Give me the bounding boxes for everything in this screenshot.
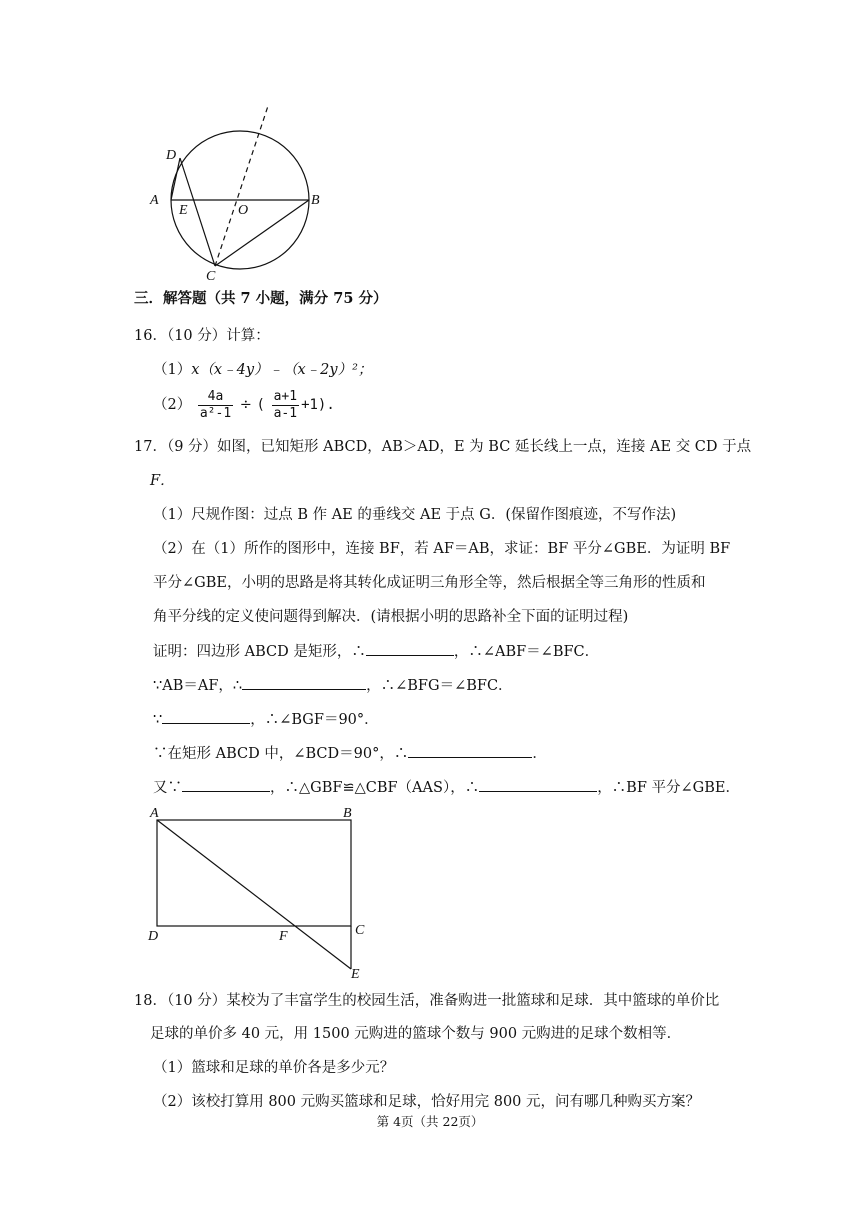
label-o: O (238, 203, 249, 218)
q18-part1: （1）篮球和足球的单价各是多少元？ (153, 1060, 395, 1076)
proof5-blank-1[interactable] (182, 777, 270, 792)
proof3-lead: ∵ (153, 712, 163, 728)
q17-part2-line2: 平分∠GBE，小明的思路是将其转化成证明三角形全等，然后根据全等三角形的性质和 (153, 575, 706, 591)
q18-part2: （2）该校打算用 800 元购买篮球和足球，恰好用完 800 元，问有哪几种购买方案？ (153, 1094, 701, 1110)
q16-part1-prefix: （1） (153, 362, 192, 378)
proof2-tail: ，∴∠BFG＝∠BFC． (366, 678, 513, 694)
label-f2: F (279, 929, 288, 944)
segment-ae (157, 820, 351, 969)
q16-part1-expr: x（x﹣4y）﹣（x﹣2y）²； (191, 362, 373, 378)
q17-proof-line2 (153, 675, 513, 696)
proof2-blank[interactable] (242, 675, 366, 690)
q16-part2 (153, 385, 335, 425)
rectangle-abcd (157, 820, 351, 926)
proof3-blank[interactable] (162, 709, 250, 724)
q16-part2-denominator: a²-1 (199, 405, 232, 421)
label-b2: B (343, 806, 352, 821)
q18-line1: 18．（10 分）某校为了丰富学生的校园生活，准备购进一批篮球和足球．其中篮球的单价比 (134, 993, 720, 1009)
proof1-lead: 证明：四边形 ABCD 是矩形，∴ (153, 644, 366, 660)
label-e2: E (351, 967, 360, 982)
circle-figure (140, 100, 340, 285)
label-a: A (150, 193, 159, 208)
q16-part2-divide: ÷ (239, 397, 252, 413)
q16-stem: 16．（10 分）计算： (134, 328, 270, 344)
page-footer: 第 4页（共 22页） (376, 1114, 484, 1129)
proof4-tail: ． (532, 746, 547, 762)
label-c2: C (355, 923, 365, 938)
q16-part2-fraction (198, 389, 233, 422)
q17-part2-line1: （2）在（1）所作的图形中，连接 BF，若 AF＝AB，求证：BF 平分∠GBE．为证明 BF (153, 541, 731, 557)
q16-part2-numerator: 4a (207, 388, 224, 404)
q17-proof-line4 (153, 743, 547, 764)
rectangle-figure (140, 800, 380, 985)
proof4-blank[interactable] (408, 743, 532, 758)
q16-part2-inner-denominator: a-1 (273, 405, 298, 421)
proof5-tail: ，∴BF 平分∠GBE． (597, 780, 740, 796)
proof1-tail: ，∴∠ABF＝∠BFC． (453, 644, 600, 660)
q16-part2-tail: +1). (301, 397, 335, 413)
proof4-lead: ∵在矩形 ABCD 中，∠BCD＝90°，∴ (153, 746, 409, 762)
q16-part2-inner-numerator: a+1 (273, 388, 298, 404)
q17-line2: F． (150, 473, 175, 489)
proof1-blank[interactable] (366, 641, 454, 656)
proof2-lead: ∵AB＝AF，∴ (153, 678, 243, 694)
q17-part2-line3: 角平分线的定义使问题得到解决．(请根据小明的思路补全下面的证明过程) (153, 609, 629, 625)
segment-ad (171, 158, 180, 200)
q17-part1: （1）尺规作图：过点 B 作 AE 的垂线交 AE 于点 G．(保留作图痕迹，不写作法) (153, 507, 677, 523)
label-d: D (166, 148, 177, 163)
q16-part2-prefix: （2） (153, 397, 192, 413)
label-a2: A (150, 806, 159, 821)
q18-line2: 足球的单价多 40 元，用 1500 元购进的篮球个数与 900 元购进的足球个数相等． (150, 1026, 682, 1042)
section-heading: 三．解答题（共 7 小题，满分 75 分） (134, 290, 388, 307)
q16-part2-open-paren: ( (256, 397, 265, 413)
proof5-mid: ，∴△GBF≌△CBF（AAS），∴ (270, 780, 480, 796)
proof5-lead: 又∵ (153, 780, 182, 796)
label-c: C (206, 269, 216, 284)
q16-part1 (153, 360, 372, 380)
q16-part2-inner-fraction (272, 389, 299, 422)
q17-proof-line3 (153, 709, 379, 730)
dashed-line (215, 106, 268, 266)
segment-cb (215, 200, 309, 266)
label-e: E (179, 203, 188, 218)
q17-proof-line5 (153, 777, 740, 798)
label-d2: D (148, 929, 159, 944)
q17-proof-line1 (153, 641, 599, 662)
label-b: B (311, 193, 320, 208)
proof5-blank-2[interactable] (479, 777, 597, 792)
proof3-tail: ，∴∠BGF＝90°． (250, 712, 379, 728)
q17-line1: 17．（9 分）如图，已知矩形 ABCD，AB＞AD，E 为 BC 延长线上一点，连接 AE 交 CD 于点 (134, 439, 752, 455)
